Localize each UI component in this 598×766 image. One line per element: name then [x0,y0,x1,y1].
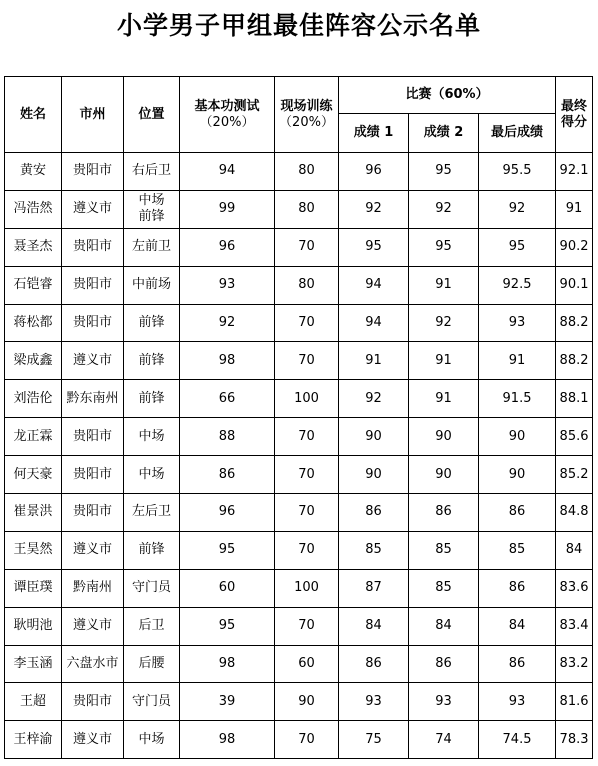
position-line: 中场 [138,466,165,482]
cell-s2: 85 [409,569,479,607]
cell-s1: 91 [339,342,409,380]
cell-basic: 98 [180,721,275,759]
cell-last: 74.5 [479,721,556,759]
cell-name: 蒋松都 [5,304,62,342]
cell-last: 92.5 [479,266,556,304]
cell-name: 耿明池 [5,607,62,645]
cell-s1: 92 [339,380,409,418]
cell-name: 何天豪 [5,456,62,494]
cell-training: 60 [275,645,339,683]
cell-training: 70 [275,494,339,532]
cell-name: 石铠睿 [5,266,62,304]
header-city: 市州 [62,77,124,153]
cell-final: 90.2 [556,228,593,266]
table-row [5,228,593,266]
cell-name: 王昊然 [5,531,62,569]
cell-s1: 85 [339,531,409,569]
cell-training: 70 [275,721,339,759]
header-training-pct: （20%） [279,114,334,130]
cell-s1: 86 [339,494,409,532]
cell-s2: 95 [409,228,479,266]
cell-last: 86 [479,494,556,532]
cell-s1: 96 [339,153,409,191]
cell-basic: 60 [180,569,275,607]
cell-last: 91.5 [479,380,556,418]
position-line: 前锋 [138,315,165,330]
cell-s2: 86 [409,494,479,532]
cell-final: 91 [556,190,593,228]
cell-final: 83.4 [556,607,593,645]
cell-name: 冯浩然 [5,190,62,228]
cell-basic: 66 [180,380,275,418]
cell-city: 遵义市 [62,190,124,228]
cell-s2: 90 [409,456,479,494]
header-training [275,77,339,153]
cell-last: 86 [479,569,556,607]
position-line: 后腰 [138,656,165,672]
cell-basic: 99 [180,190,275,228]
cell-training: 100 [275,569,339,607]
table-row [5,721,593,759]
table-row [5,190,593,228]
table-row [5,683,593,721]
cell-position [124,304,180,342]
cell-final: 81.6 [556,683,593,721]
table-row [5,342,593,380]
cell-name: 李玉涵 [5,645,62,683]
header-basic-pct: （20%） [199,114,255,130]
cell-s2: 91 [409,266,479,304]
cell-s1: 90 [339,418,409,456]
cell-name: 王梓渝 [5,721,62,759]
cell-final: 88.2 [556,304,593,342]
header-final-b: 得分 [561,114,588,130]
cell-training: 100 [275,380,339,418]
cell-position [124,266,180,304]
cell-training: 80 [275,266,339,304]
cell-basic: 96 [180,228,275,266]
table-row [5,456,593,494]
cell-city: 遵义市 [62,607,124,645]
cell-training: 70 [275,418,339,456]
cell-position [124,190,180,228]
cell-s1: 75 [339,721,409,759]
table-row [5,531,593,569]
cell-s2: 91 [409,342,479,380]
cell-training: 70 [275,342,339,380]
cell-position [124,569,180,607]
cell-last: 86 [479,645,556,683]
cell-name: 刘浩伦 [5,380,62,418]
table-row [5,569,593,607]
cell-city: 遵义市 [62,721,124,759]
table-row [5,380,593,418]
cell-basic: 86 [180,456,275,494]
cell-final: 90.1 [556,266,593,304]
cell-basic: 39 [180,683,275,721]
cell-name: 谭臣璞 [5,569,62,607]
table-body [5,153,593,759]
cell-s2: 91 [409,380,479,418]
table-row [5,607,593,645]
table-row [5,153,593,191]
cell-s1: 94 [339,266,409,304]
header-name: 姓名 [5,77,62,153]
position-line: 守门员 [131,580,171,596]
position-line: 守门员 [131,693,171,709]
cell-s2: 86 [409,645,479,683]
cell-position [124,721,180,759]
cell-position [124,456,180,494]
cell-training: 70 [275,531,339,569]
cell-s1: 94 [339,304,409,342]
cell-position [124,153,180,191]
cell-s2: 95 [409,153,479,191]
cell-city: 贵阳市 [62,456,124,494]
position-line: 中场 [138,428,165,444]
header-match: 比赛（60%） [339,77,556,114]
cell-s1: 93 [339,683,409,721]
cell-position [124,494,180,532]
cell-last: 90 [479,456,556,494]
header-basic [180,77,275,153]
position-line: 中场 [138,193,165,209]
cell-last: 91 [479,342,556,380]
cell-final: 78.3 [556,721,593,759]
cell-city: 贵阳市 [62,266,124,304]
cell-s2: 85 [409,531,479,569]
cell-final: 84.8 [556,494,593,532]
header-position: 位置 [124,77,180,153]
cell-position [124,380,180,418]
cell-final: 83.6 [556,569,593,607]
cell-basic: 93 [180,266,275,304]
table-row [5,266,593,304]
cell-name: 崔景洪 [5,494,62,532]
cell-final: 88.1 [556,380,593,418]
cell-training: 80 [275,190,339,228]
cell-training: 70 [275,607,339,645]
cell-s2: 90 [409,418,479,456]
cell-s2: 74 [409,721,479,759]
cell-position [124,607,180,645]
position-line: 左前卫 [131,239,171,255]
cell-city: 贵阳市 [62,304,124,342]
cell-name: 龙正霖 [5,418,62,456]
cell-name: 聂圣杰 [5,228,62,266]
cell-city: 贵阳市 [62,683,124,721]
cell-position [124,645,180,683]
cell-last: 85 [479,531,556,569]
header-training-label: 现场训练 [280,98,333,114]
cell-position [124,342,180,380]
position-line: 前锋 [138,352,165,368]
cell-name: 黄安 [5,153,62,191]
cell-name: 梁成鑫 [5,342,62,380]
cell-s2: 93 [409,683,479,721]
cell-training: 70 [275,456,339,494]
cell-s2: 92 [409,304,479,342]
cell-s1: 87 [339,569,409,607]
cell-last: 95.5 [479,153,556,191]
cell-training: 70 [275,228,339,266]
header-final-a: 最终 [561,98,588,114]
position-line: 中前场 [131,277,171,293]
cell-city: 六盘水市 [62,645,124,683]
cell-training: 90 [275,683,339,721]
cell-basic: 98 [180,342,275,380]
cell-s1: 95 [339,228,409,266]
position-line: 前锋 [138,542,165,558]
cell-last: 84 [479,607,556,645]
header-score2: 成绩 2 [409,114,479,153]
cell-s1: 86 [339,645,409,683]
cell-s2: 92 [409,190,479,228]
cell-city: 贵阳市 [62,418,124,456]
cell-city: 贵阳市 [62,153,124,191]
header-score1: 成绩 1 [339,114,409,153]
cell-city: 黔南州 [62,569,124,607]
cell-last: 93 [479,683,556,721]
header-final [556,77,593,153]
cell-basic: 96 [180,494,275,532]
cell-s1: 84 [339,607,409,645]
cell-basic: 95 [180,531,275,569]
page-title: 小学男子甲组最佳阵容公示名单 [116,11,481,40]
cell-city: 遵义市 [62,531,124,569]
cell-position [124,531,180,569]
cell-basic: 88 [180,418,275,456]
cell-final: 85.2 [556,456,593,494]
position-line: 前锋 [138,209,165,225]
table-row [5,418,593,456]
cell-final: 88.2 [556,342,593,380]
cell-training: 70 [275,304,339,342]
cell-final: 92.1 [556,153,593,191]
table-row [5,304,593,342]
cell-s1: 92 [339,190,409,228]
cell-name: 王超 [5,683,62,721]
table-row [5,645,593,683]
cell-last: 95 [479,228,556,266]
cell-s2: 84 [409,607,479,645]
cell-basic: 98 [180,645,275,683]
cell-last: 92 [479,190,556,228]
cell-city: 黔东南州 [62,380,124,418]
cell-final: 84 [556,531,593,569]
position-line: 中场 [138,731,165,747]
position-line: 左后卫 [131,504,171,520]
header-final-match: 最后成绩 [479,114,556,153]
cell-basic: 95 [180,607,275,645]
cell-last: 90 [479,418,556,456]
cell-s1: 90 [339,456,409,494]
cell-training: 80 [275,153,339,191]
table-row [5,494,593,532]
position-line: 后卫 [138,618,165,634]
cell-basic: 92 [180,304,275,342]
cell-position [124,228,180,266]
header-basic-label: 基本功测试 [194,98,260,114]
cell-last: 93 [479,304,556,342]
cell-city: 贵阳市 [62,228,124,266]
cell-basic: 94 [180,153,275,191]
cell-position [124,683,180,721]
cell-city: 贵阳市 [62,494,124,532]
lineup-table [4,76,593,759]
cell-final: 85.6 [556,418,593,456]
cell-final: 83.2 [556,645,593,683]
position-line: 右后卫 [131,163,171,179]
cell-city: 遵义市 [62,342,124,380]
cell-position [124,418,180,456]
position-line: 前锋 [138,390,165,406]
